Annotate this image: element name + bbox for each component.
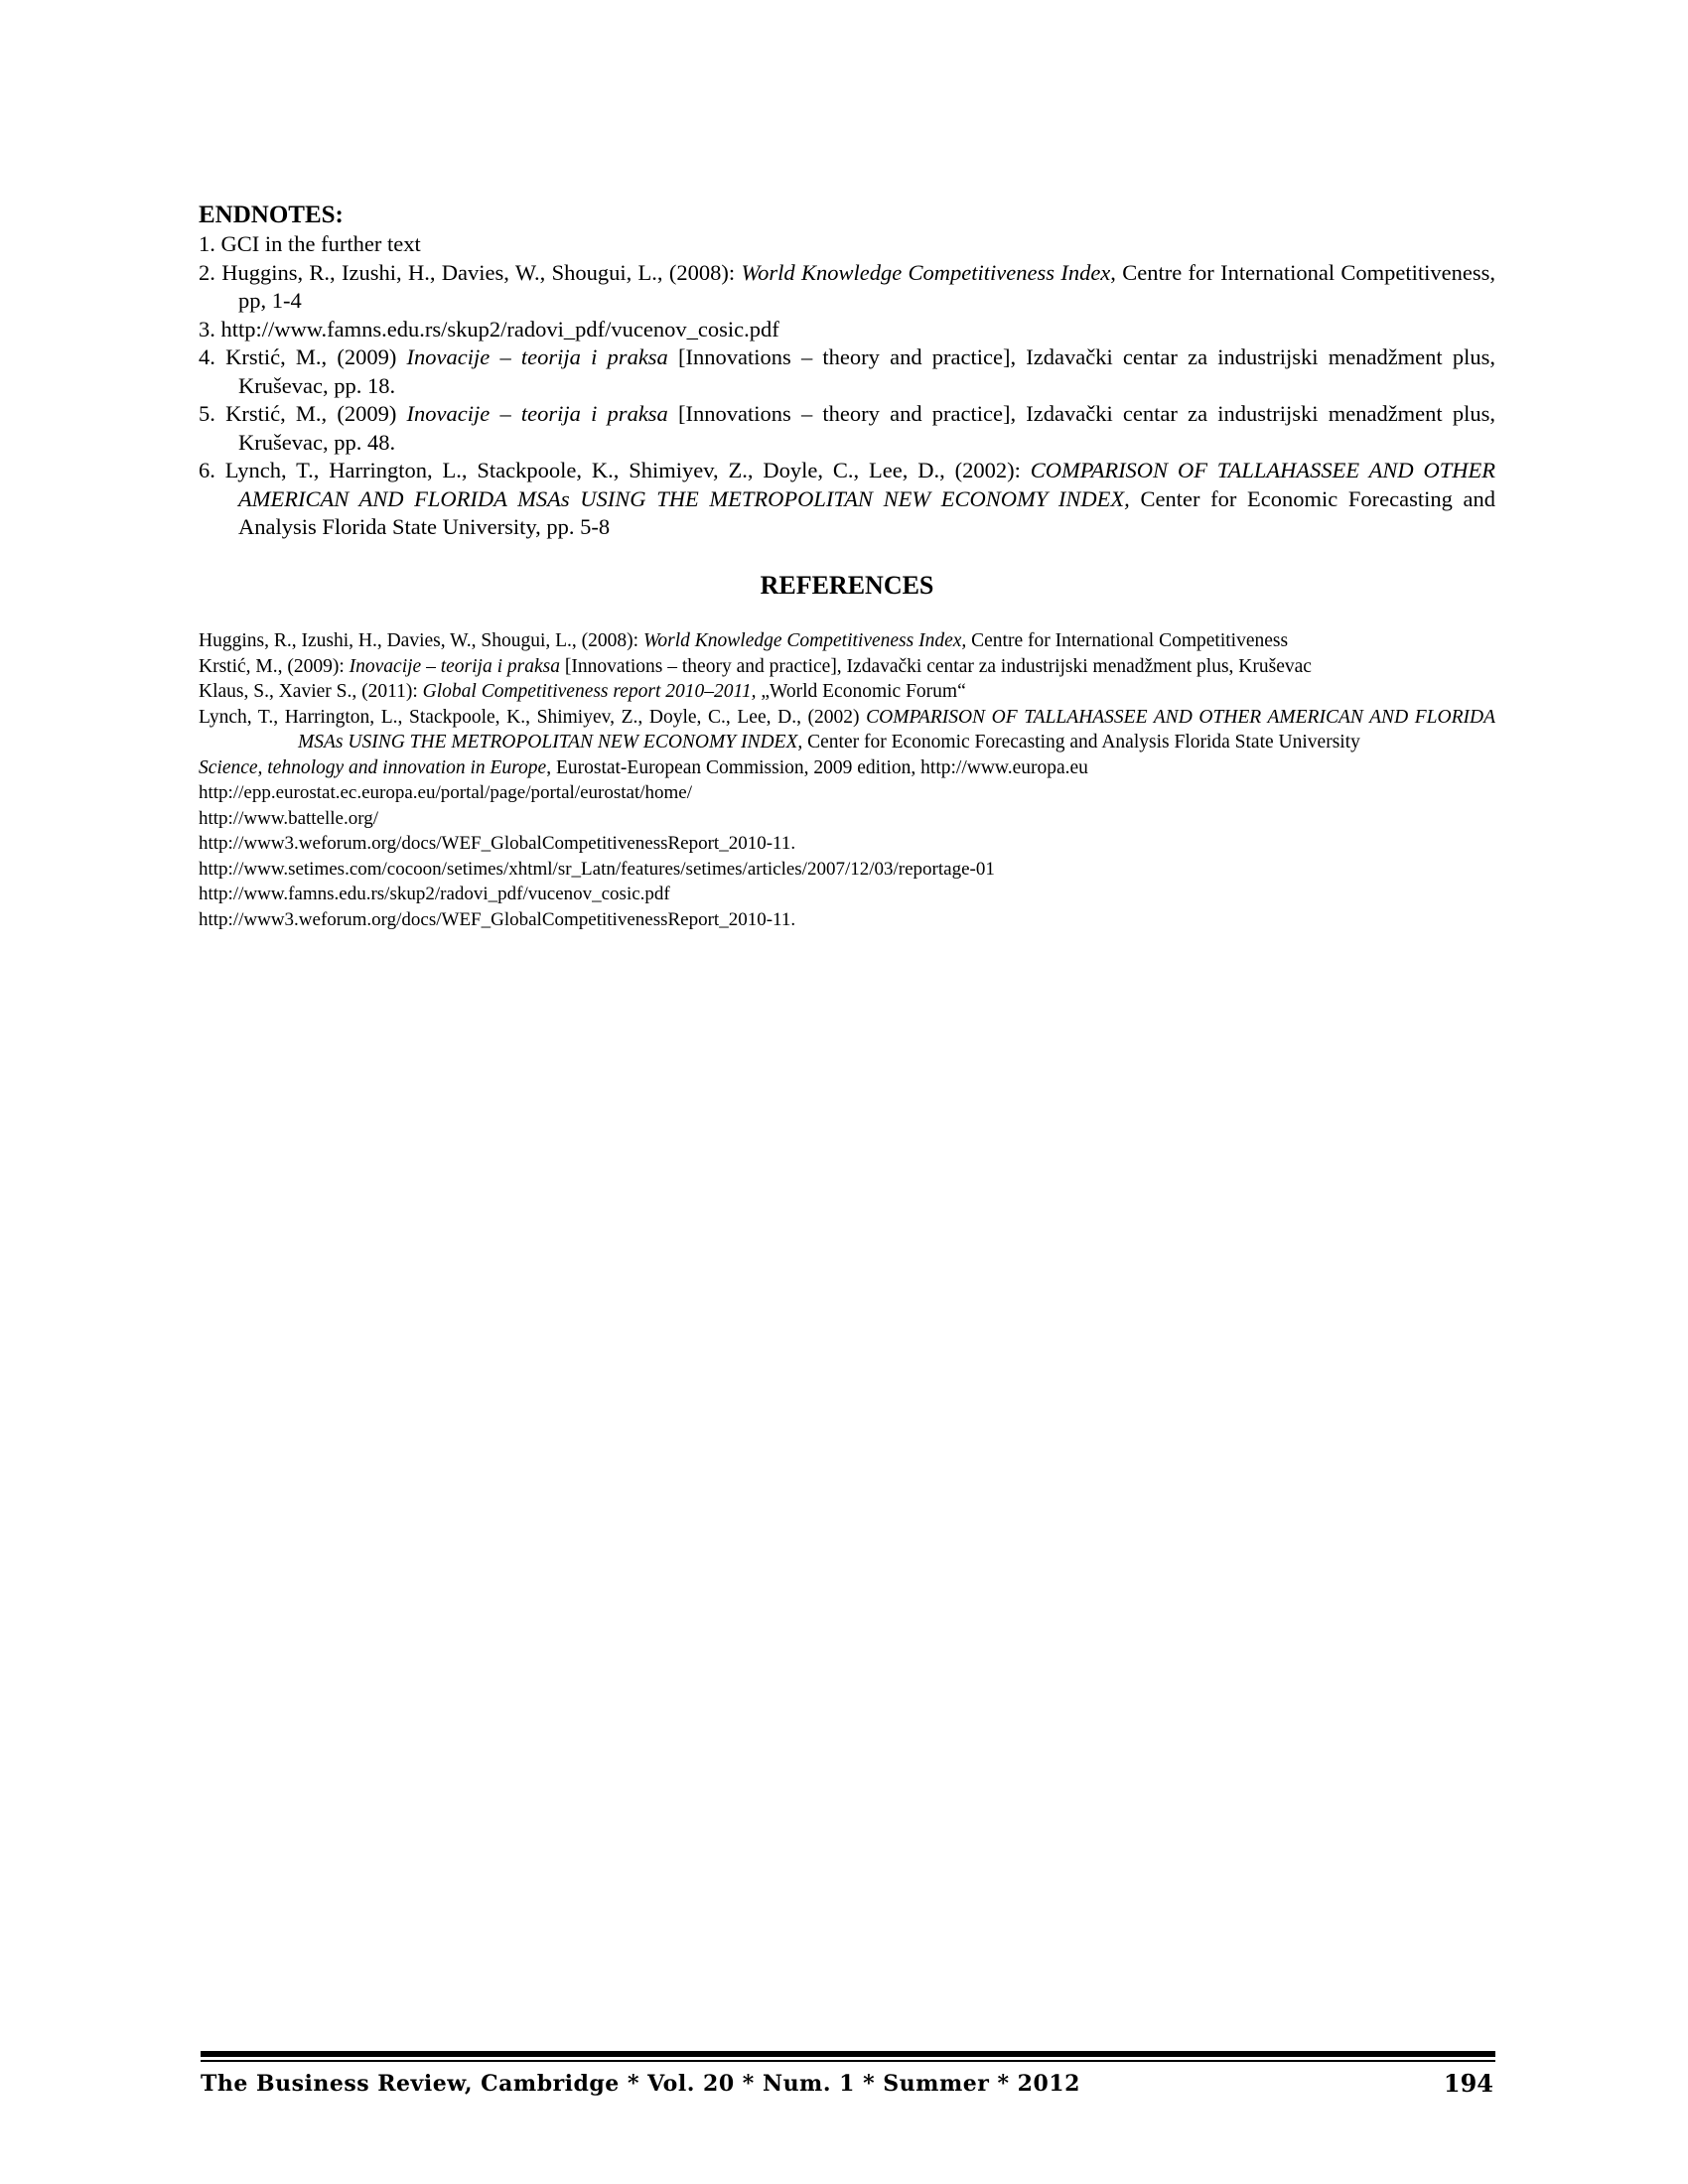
- reference-item: [199, 628, 1495, 654]
- reference-text: Center for Economic Forecasting and Analysis Florida State University: [802, 732, 1360, 752]
- endnote-title: Inovacije – teorija i praksa: [406, 401, 668, 426]
- endnote-title: World Knowledge Competitiveness Index: [741, 259, 1111, 285]
- reference-text: [Innovations – theory and practice], Izdavački centar za industrijski menadžment plus, Kruševac: [559, 655, 1312, 677]
- endnote-url: http://www.famns.edu.rs/skup2/radovi_pdf/vucenov_cosic.pdf: [220, 316, 779, 341]
- endnote-item: [199, 230, 1495, 259]
- reference-text: Huggins, R., Izushi, H., Davies, W., Shougui, L., (2008):: [199, 630, 643, 651]
- reference-title: Global Competitiveness report 2010–2011,: [422, 681, 757, 702]
- endnote-text: Center for Economic Forecasting and Analysis Florida State University, pp. 5-8: [238, 485, 1495, 539]
- footer-journal-info: The Business Review, Cambridge * Vol. 20 * Num. 1 * Summer * 2012: [201, 2071, 1080, 2097]
- footer-divider-thin: [201, 2060, 1495, 2062]
- reference-url[interactable]: http://www3.weforum.org/docs/WEF_GlobalCompetitivenessReport_2010-11.: [199, 833, 796, 854]
- reference-text: Centre for International Competitiveness: [966, 630, 1289, 651]
- reference-title: COMPARISON OF TALLAHASSEE AND OTHER AMERICAN AND FLORIDA MSAs USING THE METROPOLITAN NEW ECONOMY INDEX,: [298, 706, 1496, 752]
- reference-item: [199, 705, 1495, 755]
- reference-url[interactable]: http://www.famns.edu.rs/skup2/radovi_pdf/vucenov_cosic.pdf: [199, 884, 670, 904]
- reference-url[interactable]: http://www.battelle.org/: [199, 807, 379, 829]
- reference-text: „World Economic Forum“: [756, 681, 966, 702]
- endnote-item: [199, 259, 1495, 316]
- endnote-text: Krstić, M., (2009): [225, 401, 407, 426]
- reference-title: Science, tehnology and innovation in Europe: [199, 756, 547, 778]
- endnote-number: 4.: [199, 344, 215, 369]
- endnotes-heading: ENDNOTES:: [199, 202, 344, 228]
- reference-item: [199, 755, 1495, 781]
- footer-divider-thick: [201, 2051, 1495, 2057]
- endnote-text: GCI in the further text: [220, 231, 421, 256]
- reference-title: Inovacije – teorija i praksa: [349, 655, 560, 677]
- endnote-text: [Innovations – theory and practice], Izdavački centar za industrijski menadžment plus, Kruševac, pp. 48.: [238, 401, 1496, 455]
- endnote-item: [199, 316, 1495, 344]
- references-section: [199, 628, 1495, 932]
- endnote-item: [199, 457, 1495, 542]
- endnote-title: Inovacije – teorija i praksa: [406, 344, 668, 369]
- endnote-item: [199, 343, 1495, 400]
- reference-text: Krstić, M., (2009):: [199, 655, 350, 677]
- reference-url[interactable]: http://epp.eurostat.ec.europa.eu/portal/page/portal/eurostat/home/: [199, 782, 692, 803]
- endnote-text: , Centre for International Competitiveness, pp, 1-4: [238, 259, 1496, 313]
- reference-title: World Knowledge Competitiveness Index,: [642, 630, 967, 651]
- endnote-title: COMPARISON OF TALLAHASSEE AND OTHER AMERICAN AND FLORIDA MSAs USING THE METROPOLITAN NEW ECONOMY INDEX,: [238, 458, 1495, 511]
- endnote-number: 3.: [199, 316, 215, 341]
- reference-text: Lynch, T., Harrington, L., Stackpoole, K., Shimiyev, Z., Doyle, C., Lee, D., (2002): [199, 706, 867, 728]
- reference-url[interactable]: http://www.setimes.com/cocoon/setimes/xhtml/sr_Latn/features/setimes/articles/2007/12/03/reportage-01: [199, 858, 995, 880]
- endnote-text: Huggins, R., Izushi, H., Davies, W., Shougui, L., (2008):: [221, 259, 742, 285]
- reference-item: [199, 679, 1495, 705]
- reference-text: Klaus, S., Xavier S., (2011):: [199, 681, 423, 702]
- endnote-text: Krstić, M., (2009): [225, 344, 407, 369]
- endnote-number: 1.: [199, 231, 215, 256]
- endnote-item: [199, 400, 1495, 457]
- page-number: 194: [1443, 2069, 1493, 2098]
- endnote-number: 5.: [199, 401, 215, 426]
- endnote-text: [Innovations – theory and practice], Izdavački centar za industrijski menadžment plus, Kruševac, pp. 18.: [238, 344, 1496, 398]
- reference-item: [199, 654, 1495, 680]
- references-heading: REFERENCES: [760, 571, 934, 600]
- reference-url[interactable]: http://www3.weforum.org/docs/WEF_GlobalCompetitivenessReport_2010-11.: [199, 908, 796, 930]
- endnotes-section: [199, 201, 1495, 542]
- endnote-number: 2.: [199, 259, 215, 285]
- endnote-number: 6.: [199, 458, 215, 482]
- endnote-text: Lynch, T., Harrington, L., Stackpoole, K., Shimiyev, Z., Doyle, C., Lee, D., (2002):: [224, 458, 1031, 482]
- reference-text: , Eurostat-European Commission, 2009 edition, http://www.europa.eu: [546, 756, 1088, 778]
